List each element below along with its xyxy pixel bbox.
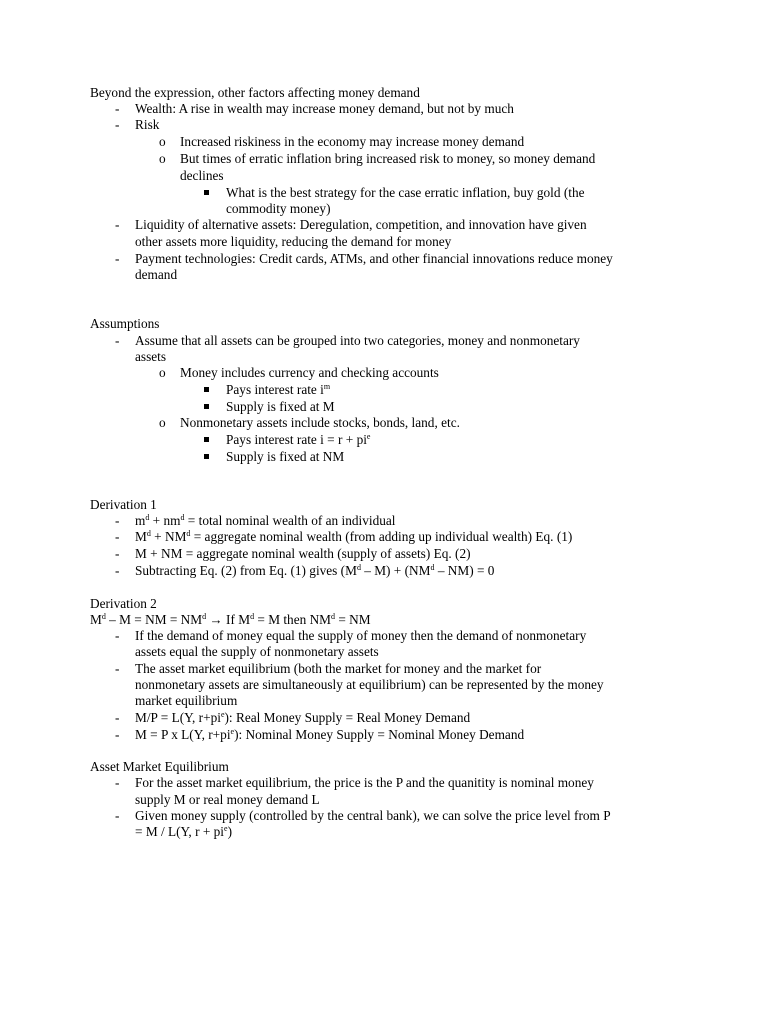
derivation2-equation: $M^d$ – M = NM = $NM^d \to If$ $M^d = M$ then $NM^d$ = NM	[90, 612, 371, 627]
factor-liquidity: Liquidity of alternative assets: Deregulation, competition, and innovation have given	[135, 217, 587, 232]
dash-bullet: -	[115, 661, 120, 676]
dash-bullet: -	[115, 101, 120, 116]
factor-risk: Risk	[135, 117, 160, 132]
risk-sub-item-cont: declines	[180, 168, 224, 183]
square-bullet	[204, 437, 209, 442]
assumption-item-cont: assets	[135, 349, 167, 364]
dash-bullet: -	[115, 775, 120, 790]
dash-bullet: -	[115, 529, 120, 544]
derivation2-item-cont: nonmonetary assets are simultaneously at equilibrium) can be represented by the money	[135, 677, 604, 692]
equilibrium-item-cont: supply M or real money demand L	[135, 792, 320, 807]
dash-bullet: -	[115, 628, 120, 643]
derivation2-heading: Derivation 2	[90, 596, 157, 611]
circle-bullet: o	[159, 151, 166, 166]
equilibrium-item: Given money supply (controlled by the central bank), we can solve the price level from P	[135, 808, 611, 823]
risk-sub-item: Increased riskiness in the economy may increase money demand	[180, 134, 525, 149]
square-bullet	[204, 190, 209, 195]
dash-bullet: -	[115, 546, 120, 561]
derivation2-item: M = P x L(Y, $r+pi^e$): Nominal Money Supply = Nominal Money Demand	[135, 727, 525, 742]
square-bullet	[204, 404, 209, 409]
derivation1-heading: Derivation 1	[90, 497, 157, 512]
assumption-item: Assume that all assets can be grouped into two categories, money and nonmonetary	[135, 333, 580, 348]
circle-bullet: o	[159, 134, 166, 149]
derivation1-line: M + NM = aggregate nominal wealth (supply of assets) Eq. (2)	[135, 546, 471, 561]
money-interest-rate: Pays interest rate $i^m$	[226, 382, 331, 397]
derivation2-item: If the demand of money equal the supply of money then the demand of nonmonetary	[135, 628, 587, 643]
factor-liquidity-cont: other assets more liquidity, reducing the demand for money	[135, 234, 452, 249]
dash-bullet: -	[115, 333, 120, 348]
dash-bullet: -	[115, 808, 120, 823]
dash-bullet: -	[115, 563, 120, 578]
equilibrium-item: For the asset market equilibrium, the price is the P and the quanitity is nominal money	[135, 775, 594, 790]
risk-strategy-item: What is the best strategy for the case erratic inflation, buy gold (the	[226, 185, 585, 200]
circle-bullet: o	[159, 415, 166, 430]
risk-sub-item: But times of erratic inflation bring increased risk to money, so money demand	[180, 151, 596, 166]
derivation2-item-cont: market equilibrium	[135, 693, 238, 708]
money-supply: Supply is fixed at M	[226, 399, 335, 414]
factor-wealth: Wealth: A rise in wealth may increase money demand, but not by much	[135, 101, 514, 116]
derivation1-line: $M^d + NM^d$ = aggregate nominal wealth (from adding up individual wealth) Eq. (1)	[135, 529, 573, 544]
derivation1-line: Subtracting Eq. (2) from Eq. (1) gives $(M^d - M) + (NM^d - NM) = 0$	[135, 563, 495, 578]
dash-bullet: -	[115, 117, 120, 132]
circle-bullet: o	[159, 365, 166, 380]
money-includes: Money includes currency and checking accounts	[180, 365, 439, 380]
dash-bullet: -	[115, 710, 120, 725]
factor-payment-cont: demand	[135, 267, 178, 282]
equilibrium-heading: Asset Market Equilibrium	[90, 759, 229, 774]
square-bullet	[204, 387, 209, 392]
factor-payment: Payment technologies: Credit cards, ATMs, and other financial innovations reduce money	[135, 251, 613, 266]
nonmonetary-interest-rate: Pays interest rate $i = r + pi^e$	[226, 432, 371, 447]
square-bullet	[204, 454, 209, 459]
factors-heading: Beyond the expression, other factors affecting money demand	[90, 85, 420, 100]
dash-bullet: -	[115, 513, 120, 528]
derivation2-item: M/P = L(Y, $r+pi^e$): Real Money Supply = Real Money Demand	[135, 710, 471, 725]
dash-bullet: -	[115, 251, 120, 266]
equilibrium-item-cont: = M / L(Y, $r + pi^e$)	[135, 824, 232, 839]
assumptions-heading: Assumptions	[90, 316, 160, 331]
derivation1-line: $m^d + nm^d$ = total nominal wealth of an individual	[135, 513, 396, 528]
derivation2-item-cont: assets equal the supply of nonmonetary assets	[135, 644, 379, 659]
nonmonetary-supply: Supply is fixed at NM	[226, 449, 345, 464]
derivation2-item: The asset market equilibrium (both the market for money and the market for	[135, 661, 542, 676]
nonmonetary-includes: Nonmonetary assets include stocks, bonds, land, etc.	[180, 415, 460, 430]
risk-strategy-item-cont: commodity money)	[226, 201, 331, 216]
dash-bullet: -	[115, 727, 120, 742]
dash-bullet: -	[115, 217, 120, 232]
